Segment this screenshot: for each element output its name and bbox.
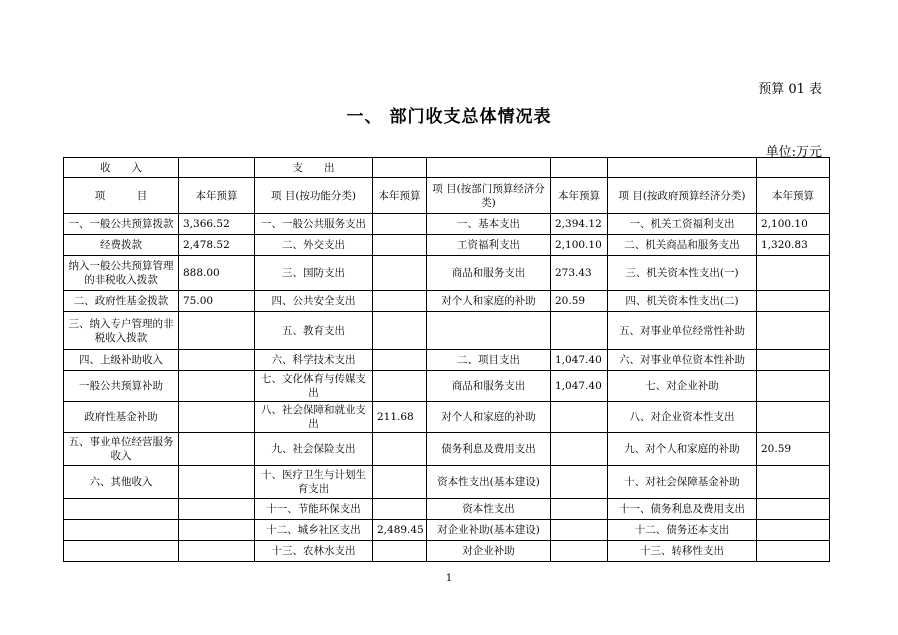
income-item-cell: 一般公共预算补助 [64, 371, 179, 402]
gov-economic-amount-cell [757, 541, 830, 562]
income-amount-cell [179, 371, 255, 402]
income-item-cell: 五、事业单位经营服务收入 [64, 433, 179, 466]
table-row [64, 402, 830, 433]
column-header: 本年预算 [179, 178, 255, 214]
gov-economic-item-cell: 一、机关工资福利支出 [608, 214, 757, 235]
gov-economic-item-cell: 五、对事业单位经常性补助 [608, 312, 757, 350]
empty-cell [757, 158, 830, 178]
function-item-cell: 十二、城乡社区支出 [255, 520, 373, 541]
dept-economic-amount-cell [551, 433, 608, 466]
table-row [64, 520, 830, 541]
income-item-cell: 经费拨款 [64, 235, 179, 256]
dept-economic-amount-cell: 2,394.12 [551, 214, 608, 235]
dept-economic-amount-cell [551, 520, 608, 541]
gov-economic-amount-cell [757, 291, 830, 312]
empty-cell [373, 158, 427, 178]
gov-economic-item-cell: 十、对社会保障基金补助 [608, 466, 757, 499]
gov-economic-item-cell: 十二、债务还本支出 [608, 520, 757, 541]
gov-economic-amount-cell [757, 466, 830, 499]
function-item-cell: 八、社会保障和就业支出 [255, 402, 373, 433]
dept-economic-item-cell: 二、项目支出 [427, 350, 551, 371]
income-group-header: 收 入 [64, 158, 179, 178]
gov-economic-amount-cell [757, 256, 830, 291]
gov-economic-item-cell: 二、机关商品和服务支出 [608, 235, 757, 256]
income-item-cell [64, 520, 179, 541]
empty-cell [179, 158, 255, 178]
gov-economic-amount-cell [757, 350, 830, 371]
function-amount-cell [373, 541, 427, 562]
function-amount-cell: 2,489.45 [373, 520, 427, 541]
income-item-cell [64, 541, 179, 562]
income-amount-cell: 2,478.52 [179, 235, 255, 256]
dept-economic-item-cell: 商品和服务支出 [427, 256, 551, 291]
function-amount-cell [373, 371, 427, 402]
empty-cell [608, 158, 757, 178]
income-item-cell: 政府性基金补助 [64, 402, 179, 433]
income-amount-cell [179, 433, 255, 466]
dept-economic-item-cell: 商品和服务支出 [427, 371, 551, 402]
unit-label: 单位:万元 [765, 145, 822, 160]
gov-economic-amount-cell [757, 499, 830, 520]
dept-economic-amount-cell: 2,100.10 [551, 235, 608, 256]
income-item-cell [64, 499, 179, 520]
group-header-row [64, 158, 830, 178]
income-amount-cell: 75.00 [179, 291, 255, 312]
dept-economic-item-cell: 一、基本支出 [427, 214, 551, 235]
income-amount-cell [179, 350, 255, 371]
function-amount-cell [373, 256, 427, 291]
function-amount-cell [373, 350, 427, 371]
gov-economic-item-cell: 十三、转移性支出 [608, 541, 757, 562]
table-row [64, 235, 830, 256]
gov-economic-amount-cell: 1,320.83 [757, 235, 830, 256]
income-item-cell: 六、其他收入 [64, 466, 179, 499]
dept-economic-item-cell: 工资福利支出 [427, 235, 551, 256]
dept-economic-item-cell: 债务利息及费用支出 [427, 433, 551, 466]
income-amount-cell [179, 402, 255, 433]
column-header: 项 目(按部门预算经济分类) [427, 178, 551, 214]
gov-economic-item-cell: 九、对个人和家庭的补助 [608, 433, 757, 466]
table-row [64, 433, 830, 466]
function-item-cell: 十三、农林水支出 [255, 541, 373, 562]
gov-economic-item-cell: 四、机关资本性支出(二) [608, 291, 757, 312]
income-item-cell: 纳入一般公共预算管理的非税收入拨款 [64, 256, 179, 291]
table-row [64, 371, 830, 402]
function-item-cell: 三、国防支出 [255, 256, 373, 291]
function-item-cell: 十一、节能环保支出 [255, 499, 373, 520]
dept-economic-amount-cell: 20.59 [551, 291, 608, 312]
function-amount-cell [373, 433, 427, 466]
dept-economic-amount-cell [551, 499, 608, 520]
dept-economic-item-cell: 对企业补助(基本建设) [427, 520, 551, 541]
function-amount-cell [373, 499, 427, 520]
gov-economic-amount-cell: 2,100.10 [757, 214, 830, 235]
document-title: 一、 部门收支总体情况表 [346, 107, 552, 127]
budget-summary-table [63, 157, 830, 562]
function-item-cell: 四、公共安全支出 [255, 291, 373, 312]
gov-economic-item-cell: 八、对企业资本性支出 [608, 402, 757, 433]
dept-economic-amount-cell: 1,047.40 [551, 350, 608, 371]
dept-economic-amount-cell: 273.43 [551, 256, 608, 291]
income-item-cell: 四、上级补助收入 [64, 350, 179, 371]
gov-economic-amount-cell [757, 402, 830, 433]
column-header: 项 目(按政府预算经济分类) [608, 178, 757, 214]
gov-economic-item-cell: 三、机关资本性支出(一) [608, 256, 757, 291]
function-item-cell: 二、外交支出 [255, 235, 373, 256]
table-row [64, 499, 830, 520]
gov-economic-amount-cell [757, 312, 830, 350]
column-header: 项 目 [64, 178, 179, 214]
column-header: 本年预算 [373, 178, 427, 214]
table-row [64, 541, 830, 562]
income-amount-cell [179, 312, 255, 350]
expenditure-group-header: 支 出 [255, 158, 373, 178]
gov-economic-amount-cell: 20.59 [757, 433, 830, 466]
table-row [64, 291, 830, 312]
gov-economic-item-cell: 十一、债务利息及费用支出 [608, 499, 757, 520]
table-row [64, 466, 830, 499]
function-amount-cell: 211.68 [373, 402, 427, 433]
table-row [64, 256, 830, 291]
column-header: 本年预算 [757, 178, 830, 214]
function-item-cell: 九、社会保险支出 [255, 433, 373, 466]
table-row [64, 214, 830, 235]
empty-cell [427, 158, 551, 178]
function-item-cell: 七、文化体育与传媒支出 [255, 371, 373, 402]
gov-economic-item-cell: 六、对事业单位资本性补助 [608, 350, 757, 371]
gov-economic-amount-cell [757, 520, 830, 541]
function-item-cell: 六、科学技术支出 [255, 350, 373, 371]
dept-economic-item-cell: 对企业补助 [427, 541, 551, 562]
dept-economic-item-cell: 资本性支出(基本建设) [427, 466, 551, 499]
function-item-cell: 一、一般公共服务支出 [255, 214, 373, 235]
function-amount-cell [373, 312, 427, 350]
gov-economic-item-cell: 七、对企业补助 [608, 371, 757, 402]
function-amount-cell [373, 214, 427, 235]
income-amount-cell [179, 520, 255, 541]
column-header: 项 目(按功能分类) [255, 178, 373, 214]
dept-economic-item-cell: 对个人和家庭的补助 [427, 291, 551, 312]
page-number: 1 [445, 573, 453, 584]
income-amount-cell [179, 541, 255, 562]
function-amount-cell [373, 235, 427, 256]
income-amount-cell [179, 466, 255, 499]
function-item-cell: 五、教育支出 [255, 312, 373, 350]
dept-economic-item-cell: 资本性支出 [427, 499, 551, 520]
dept-economic-item-cell: 对个人和家庭的补助 [427, 402, 551, 433]
income-item-cell: 一、一般公共预算拨款 [64, 214, 179, 235]
income-amount-cell: 888.00 [179, 256, 255, 291]
income-item-cell: 二、政府性基金拨款 [64, 291, 179, 312]
dept-economic-amount-cell [551, 541, 608, 562]
dept-economic-amount-cell [551, 312, 608, 350]
dept-economic-item-cell [427, 312, 551, 350]
dept-economic-amount-cell [551, 402, 608, 433]
income-amount-cell [179, 499, 255, 520]
table-row [64, 312, 830, 350]
dept-economic-amount-cell [551, 466, 608, 499]
function-amount-cell [373, 466, 427, 499]
empty-cell [551, 158, 608, 178]
function-item-cell: 十、医疗卫生与计划生育支出 [255, 466, 373, 499]
column-header: 本年预算 [551, 178, 608, 214]
income-item-cell: 三、纳入专户管理的非税收入拨款 [64, 312, 179, 350]
dept-economic-amount-cell: 1,047.40 [551, 371, 608, 402]
form-code: 预算 01 表 [758, 82, 822, 97]
gov-economic-amount-cell [757, 371, 830, 402]
column-header-row [64, 178, 830, 214]
function-amount-cell [373, 291, 427, 312]
income-amount-cell: 3,366.52 [179, 214, 255, 235]
table-row [64, 350, 830, 371]
